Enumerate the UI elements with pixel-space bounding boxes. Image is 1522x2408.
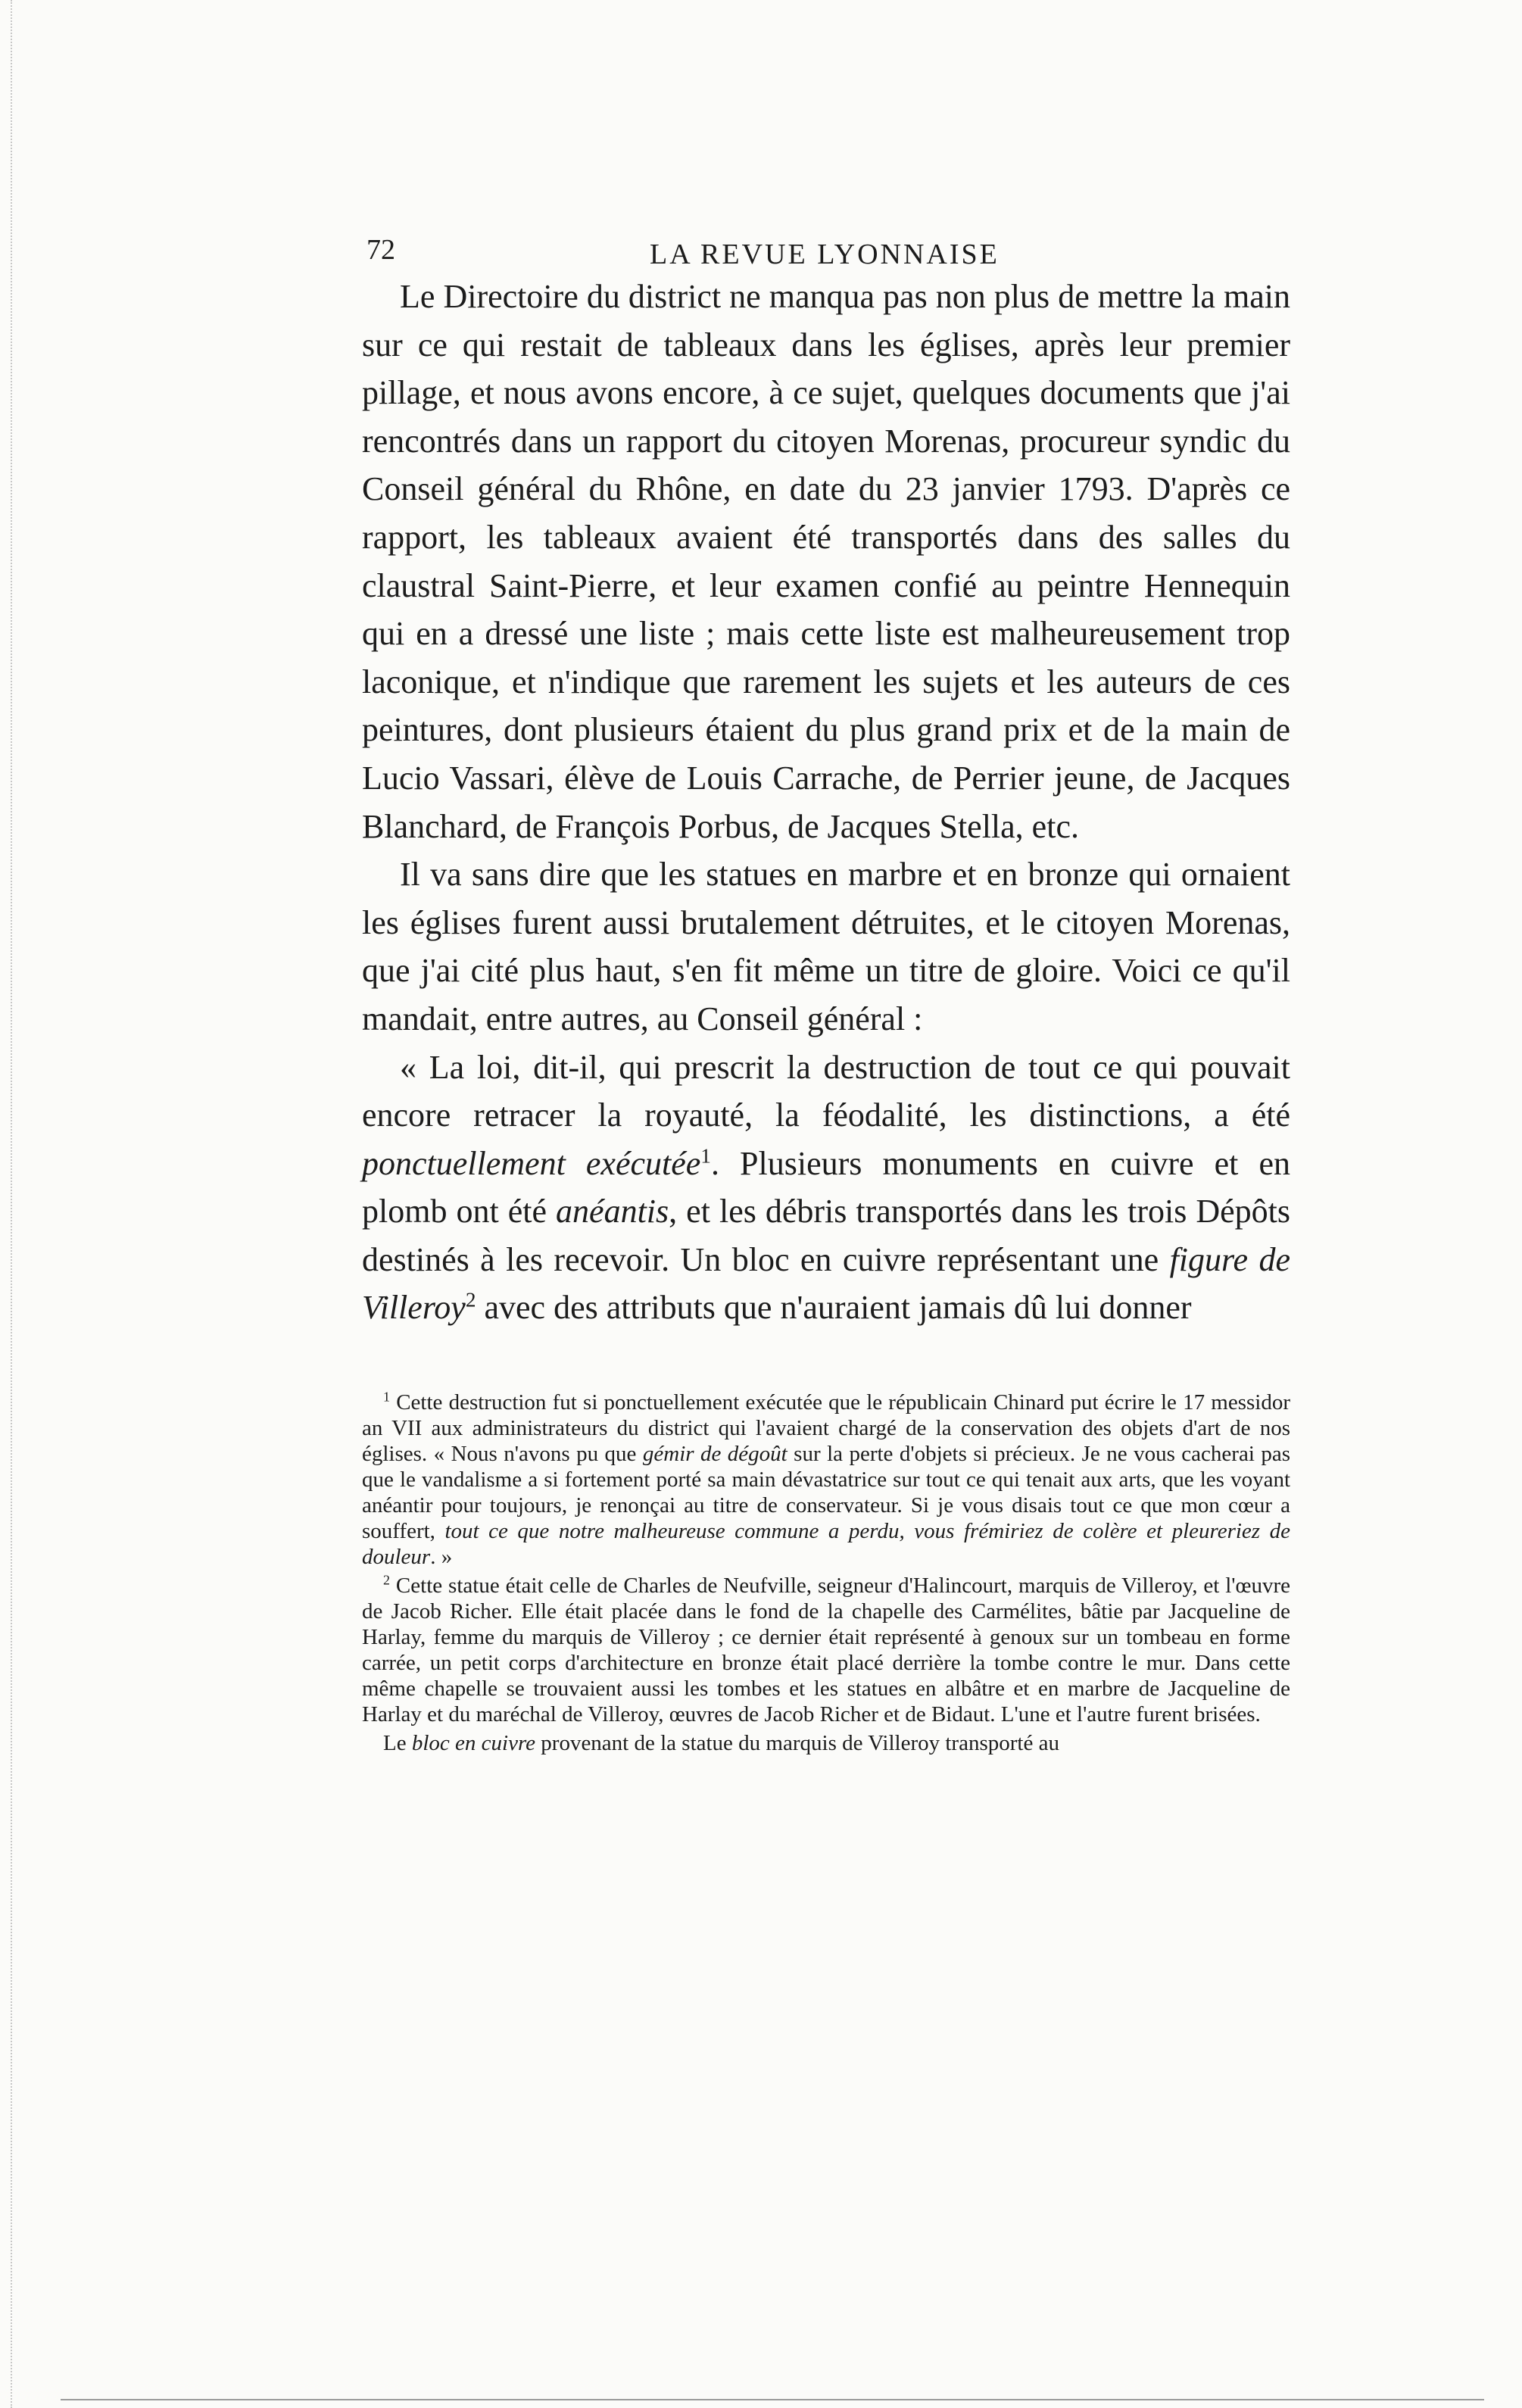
footnote-ref-1: 1 — [700, 1144, 711, 1168]
quote-italic: anéantis — [556, 1193, 669, 1231]
paragraph: Le Directoire du district ne manqua pas non plus de mettre la main sur ce qui restait de tableaux dans les églises, après leur premier pillage, et nous avons encore, à ce sujet, quelques documents que j'ai rencontrés dans un rapport du citoyen Morenas, procureur syndic du Conseil général du Rhône, en date du 23 janvier 1793. D'après ce rapport, les tableaux avaient été transportés dans des salles du claustral Saint-Pierre, et leur examen confié au peintre Hennequin qui en a dressé une liste ; mais cette liste est malheureusement trop laconique, et n'indique que rarement les sujets et les auteurs de ces peintures, dont plusieurs étaient du plus grand prix et de la main de Lucio Vassari, élève de Louis Carrache, de Perrier jeune, de Jacques Blanchard, de François Porbus, de Jacques Stella, etc. — [362, 278, 1290, 845]
footnote-2 — [362, 1573, 1290, 1727]
footnote-text: provenant de la statue du marquis de Villeroy transporté au — [535, 1731, 1059, 1755]
page-number: 72 — [366, 234, 395, 266]
body-text — [362, 273, 1290, 1332]
footnote-continuation — [362, 1730, 1290, 1756]
footnote-text: Le — [383, 1731, 412, 1755]
running-header — [362, 227, 1290, 273]
quote-text: « La loi, dit-il, qui prescrit la destruction de tout ce qui pouvait encore retracer la royauté, la féodalité, les distinctions, a été — [362, 1048, 1290, 1134]
quote-text: , et les débris transportés dans les trois Dépôts destinés à les recevoir. Un bloc en cuivre représentant une — [362, 1193, 1290, 1278]
paragraph: Il va sans dire que les statues en marbre et en bronze qui ornaient les églises furent aussi brutalement détruites, et le citoyen Morenas, que j'ai cité plus haut, s'en fit même un titre de gloire. Voici ce qu'il mandait, entre autres, au Conseil général : — [362, 856, 1290, 1037]
scan-margin-dots — [11, 0, 14, 2408]
footnotes — [362, 1390, 1290, 1756]
page — [362, 227, 1291, 1755]
quote-text: avec des attributs que n'auraient jamais dû lui donner — [476, 1289, 1192, 1327]
footnote-italic: bloc en cuivre — [411, 1731, 536, 1755]
footnote-text: . » — [430, 1545, 453, 1569]
footnote-italic: tout ce que notre malheureuse commune a perdu, vous frémiriez de colère et pleureriez de douleur — [362, 1519, 1290, 1569]
quote-italic: ponctuellement exécutée — [362, 1144, 701, 1182]
footnote-text: sur la perte d'objets si précieux. Je ne vous cacherai pas que le vandalisme a si fortement porté sa main dévastatrice sur tout ce qui tenait aux arts, que les voyant anéantir pour toujours, je renonçai au titre de conservateur. Si je vous disais tout ce que mon cœur a souffert, — [362, 1442, 1290, 1543]
quoted-paragraph — [362, 1043, 1290, 1333]
quote-italic: figure de Villeroy — [362, 1240, 1290, 1327]
running-title: LA REVUE LYONNAISE — [650, 239, 1000, 270]
scan-bottom-edge — [61, 2399, 1484, 2400]
quote-text: . Plusieurs monuments en cuivre et en plomb ont été — [362, 1144, 1290, 1231]
footnote-marker: 1 — [383, 1389, 390, 1405]
footnote-ref-2: 2 — [465, 1288, 476, 1312]
footnote-italic: gémir de dégoût — [642, 1442, 788, 1466]
footnote-1 — [362, 1390, 1290, 1570]
footnote-text: Cette statue était celle de Charles de Neufville, seigneur d'Halincourt, marquis de Villeroy, et l'œuvre de Jacob Richer. Elle était placée dans le fond de la chapelle des Carmélites, bâtie par Jacqueline de Harlay, femme du marquis de Villeroy ; ce dernier était représenté à genoux sur un tombeau en forme carrée, un petit corps d'architecture en bronze était placé derrière la tombe contre le mur. Dans cette même chapelle se trouvaient aussi les tombes et les statues en albâtre et en marbre de Jacqueline de Harlay et du maréchal de Villeroy, œuvres de Jacob Richer et de Bidaut. L'une et l'autre furent brisées. — [362, 1574, 1290, 1726]
footnote-text: Cette destruction fut si ponctuellement exécutée que le républicain Chinard put écrire le 17 messidor an VII aux administrateurs du district qui l'avaient chargé de la conservation des objets d'art de nos églises. « Nous n'avons pu que — [362, 1390, 1291, 1466]
footnote-marker: 2 — [383, 1572, 390, 1588]
